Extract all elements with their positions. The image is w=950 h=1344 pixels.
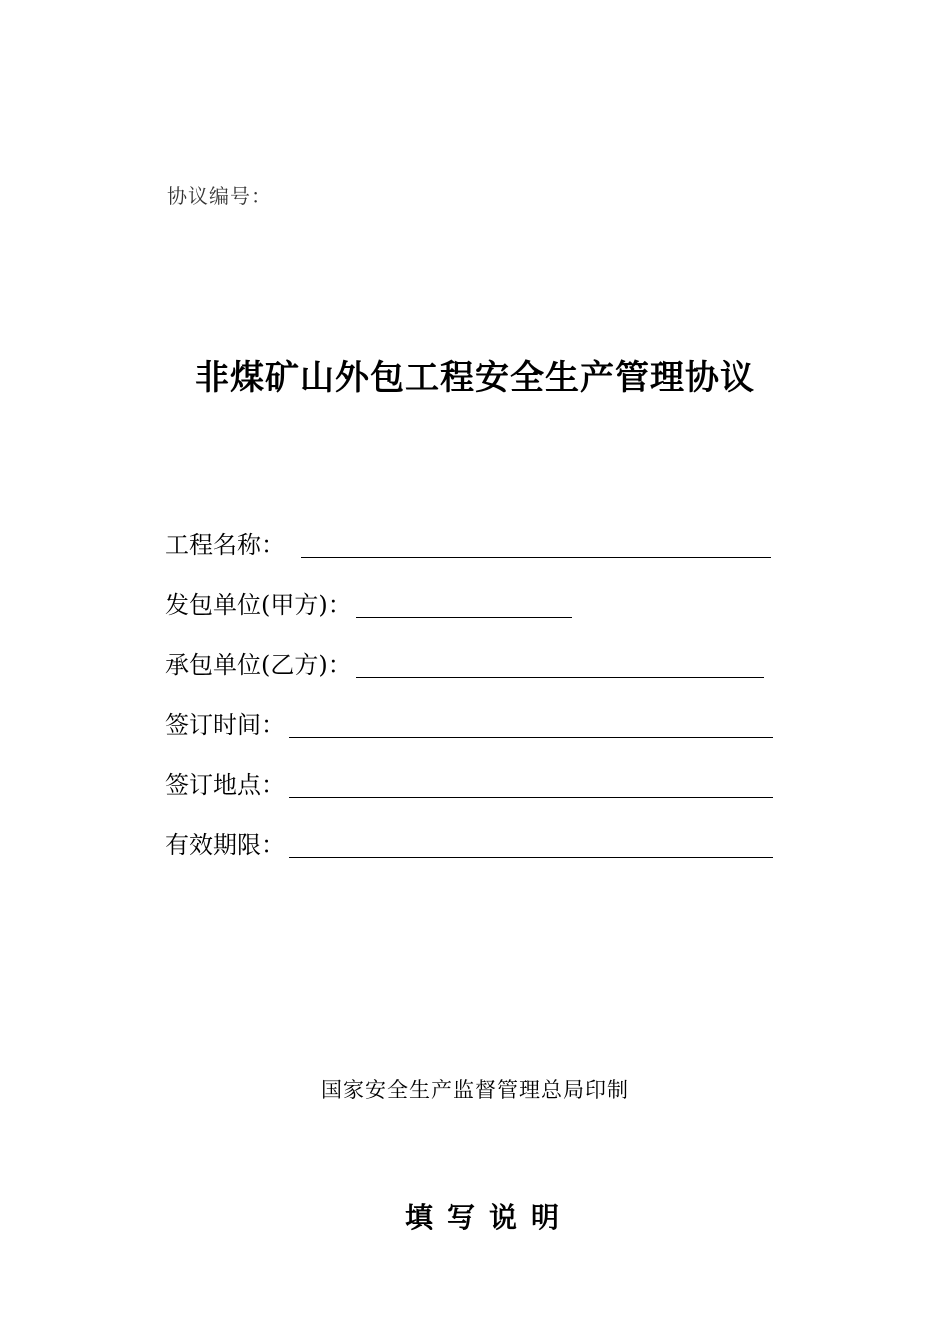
field-line-signing-place[interactable] bbox=[289, 769, 773, 798]
field-contracting-party bbox=[165, 584, 572, 620]
field-contractor bbox=[165, 644, 764, 680]
field-label-contracting-party: 发包单位(甲方)： bbox=[165, 591, 352, 619]
field-signing-place bbox=[165, 764, 773, 800]
field-line-signing-date[interactable] bbox=[289, 709, 773, 738]
field-line-contractor[interactable] bbox=[356, 649, 764, 678]
field-label-signing-date: 签订时间： bbox=[165, 711, 285, 739]
field-validity-period bbox=[165, 824, 773, 860]
field-line-contracting-party[interactable] bbox=[356, 589, 572, 618]
field-label-signing-place: 签订地点： bbox=[165, 771, 285, 799]
field-label-validity-period: 有效期限： bbox=[165, 831, 285, 859]
issuer-text: 国家安全生产监督管理总局印制 bbox=[321, 1078, 629, 1102]
agreement-number-label: 协议编号： bbox=[167, 184, 272, 208]
field-signing-date bbox=[165, 704, 773, 740]
field-project-name bbox=[165, 524, 771, 560]
field-line-validity-period[interactable] bbox=[289, 829, 773, 858]
instructions-heading: 填写说明 bbox=[404, 1201, 573, 1234]
field-label-project-name: 工程名称： bbox=[165, 531, 285, 559]
field-label-contractor: 承包单位(乙方)： bbox=[165, 651, 352, 679]
document-title: 非煤矿山外包工程安全生产管理协议 bbox=[195, 358, 755, 398]
field-line-project-name[interactable] bbox=[301, 529, 771, 558]
